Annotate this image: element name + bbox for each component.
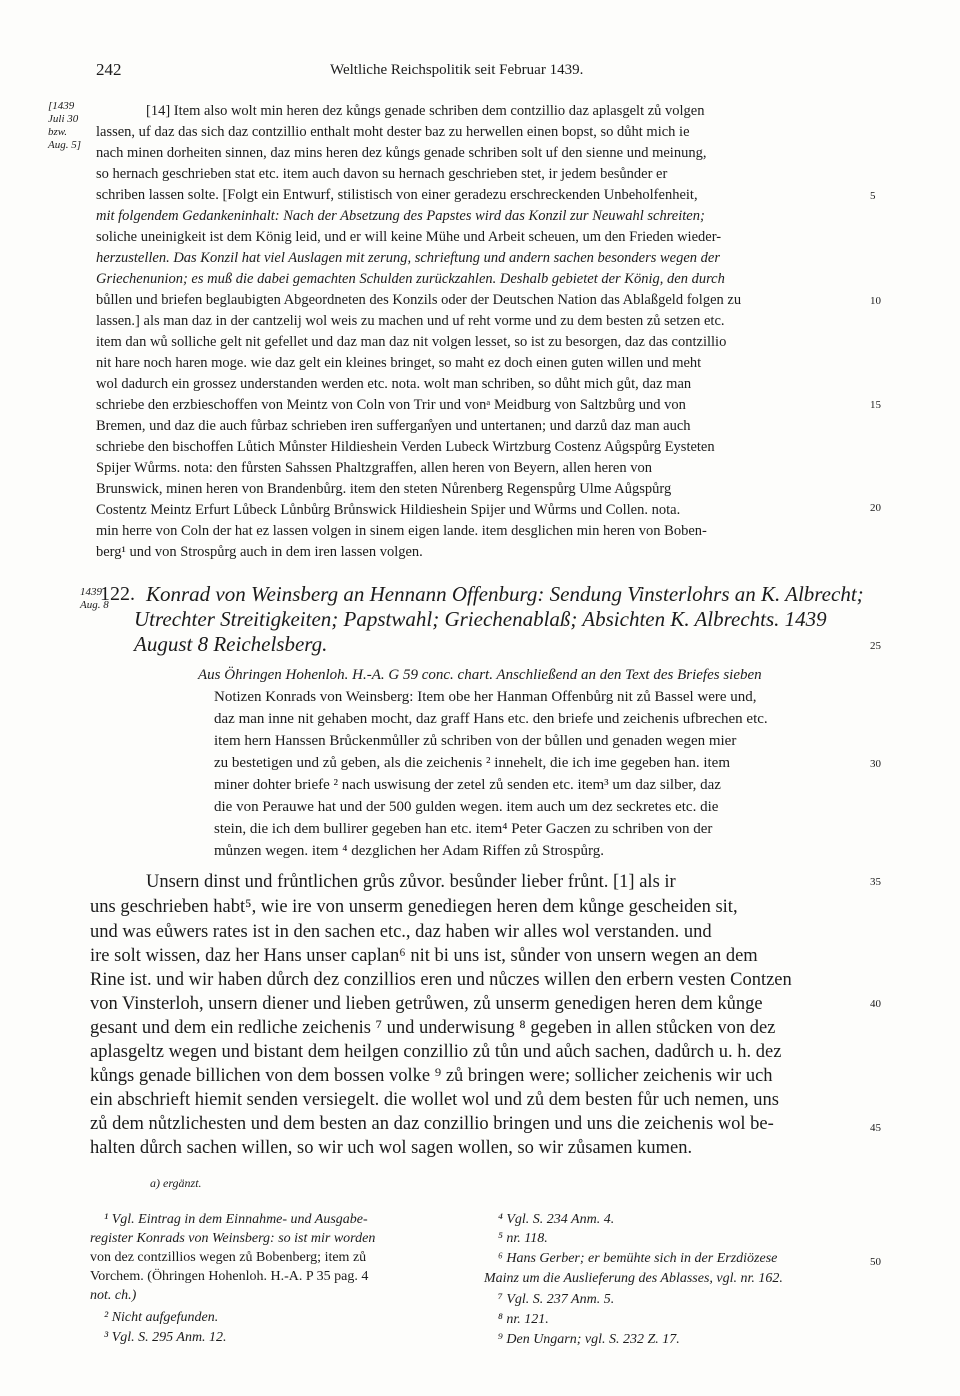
- footnote-line: register Konrads von Weinsberg: so ist mir worden: [90, 1231, 376, 1246]
- document-heading-line: August 8 Reichelsberg.: [134, 632, 328, 656]
- block1-line: [14] Item also wolt min heren dez kůngs genade schriben dem contzillio daz aplasgelt zů volgen: [146, 103, 705, 119]
- block1-line: schriebe den bischoffen Lůtich Můnster Hildieshein Verden Lubeck Wirtzburg Costenz Aůgspůrg Eysteten: [96, 439, 715, 455]
- footnote-line: ³ Vgl. S. 295 Anm. 12.: [104, 1330, 227, 1345]
- document-heading-line: Utrechter Streitigkeiten; Papstwahl; Griechenablaß; Absichten K. Albrechts. 1439: [134, 607, 827, 631]
- line-number-50: 50: [870, 1256, 881, 1268]
- margin-date-doc122: 1439 Aug. 8: [80, 586, 109, 611]
- source-note-line: item hern Hanssen Brůckenmůller zů schriben von der bůllen und genaden wegen mier: [214, 733, 737, 749]
- variant-note: a) ergänzt.: [150, 1176, 202, 1190]
- footnote-line: ⁷ Vgl. S. 237 Anm. 5.: [498, 1292, 615, 1307]
- letter-line: aplasgeltz wegen und bistant dem heilgen conzillio zů tůn und aůch sachen, dadůrch u. h. dez: [90, 1042, 782, 1062]
- line-number-5: 5: [870, 190, 876, 202]
- letter-line: Rine ist. und wir haben důrch dez conzillios eren und nůczes willen den erbern vesten Contzen: [90, 970, 792, 990]
- letter-line: Unsern dinst und frůntlichen grůs zůvor. besůnder lieber frůnt. [1] als ir: [146, 872, 676, 892]
- block1-line: herzustellen. Das Konzil hat viel Auslagen mit zerung, schrieftung und andern sachen besonders wegen der: [96, 250, 720, 266]
- footnote-line: Mainz um die Auslieferung des Ablasses, vgl. nr. 162.: [484, 1271, 783, 1286]
- letter-line: ire solt wissen, daz her Hans unser caplan⁶ nit bi uns ist, sůnder von unsern wegen an dem: [90, 946, 758, 966]
- block1-line: Brunswick, minen heren von Brandenbůrg. item den steten Nůrenberg Regenspůrg Ulme Aůgspůrg: [96, 481, 672, 497]
- footnote-line: ⁴ Vgl. S. 234 Anm. 4.: [498, 1212, 615, 1227]
- block1-line: min herre von Coln der hat ez lassen volgen in sinem eigen lande. item desglichen min heren von Boben-: [96, 523, 707, 539]
- line-number-40: 40: [870, 998, 881, 1010]
- letter-line: von Vinsterloh, unsern diener und lieben getrůwen, zů unserm genedigen heren dem kůnge: [90, 994, 763, 1014]
- source-note-line: die von Perauwe hat und der 500 gulden wegen. item auch um dez seckretes etc. die: [214, 799, 719, 815]
- line-number-30: 30: [870, 758, 881, 770]
- letter-line: und was eůwers rates ist in den sachen etc., daz haben wir alles wol verstanden. und: [90, 922, 712, 942]
- block1-line: nit hare noch haren moge. wie daz gelt ein kleines bringet, so maht ez doch einen guten willen und meht: [96, 355, 702, 371]
- block1-line: schriebe den erzbieschoffen von Meintz von Coln von Trir und vonᵃ Meidburg von Saltzbůrg und von: [96, 397, 686, 413]
- letter-line: uns geschrieben habt⁵, wie ire von unserm genediegen heren dem kůnge gescheiden sit,: [90, 897, 738, 917]
- block1-line: wol dadurch ein grossez understanden werden etc. nota. wolt man schriben, so důht mich gůt, daz man: [96, 376, 692, 392]
- block1-line: lassen.] als man daz in der cantzelij wol weis zu machen und uf reht vorme und zu dem besten zů setzen etc.: [96, 313, 725, 329]
- page-number: 242: [96, 60, 122, 79]
- footnote-line: ² Nicht aufgefunden.: [104, 1310, 219, 1325]
- block1-line: soliche uneinigkeit ist dem König leid, und er will keine Mühe und Arbeit scheuen, um den Frieden wieder-: [96, 229, 722, 245]
- document-heading-line: Konrad von Weinsberg an Hennann Offenburg: Sendung Vinsterlohrs an K. Albrecht;: [146, 582, 864, 606]
- source-note-line: daz man inne nit gehaben mocht, daz graff Hans etc. den briefe und zeichenis ufbrechen etc.: [214, 711, 768, 727]
- block1-line: bůllen und briefen beglaubigten Abgeordneten des Konzils oder der Deutschen Nation das Ablaßgeld folgen zu: [96, 292, 742, 308]
- line-number-10: 10: [870, 295, 881, 307]
- footnote-line: ¹ Vgl. Eintrag in dem Einnahme- und Ausgabe-: [104, 1212, 368, 1227]
- block1-line: Spijer Wůrms. nota: den fůrsten Sahssen Phaltzgraffen, allen heren von Beyern, allen heren von: [96, 460, 652, 476]
- source-note-line: miner dohter briefe ² nach uswisung der zetel zů senden etc. item³ um daz silber, daz: [214, 777, 721, 793]
- letter-line: gesant und dem ein redliche zeichenis ⁷ und underwisung ⁸ gegeben in allen stůcken von dez: [90, 1018, 776, 1038]
- block1-line: so hernach geschrieben stat etc. item auch davon su hernach geschrieben stet, ir jedem besůnder er: [96, 166, 668, 182]
- block1-line: Griechenunion; es muß die dabei gemachten Schulden zurückzahlen. Deshalb gebietet der König, den durch: [96, 271, 725, 287]
- line-number-20: 20: [870, 502, 881, 514]
- line-number-35: 35: [870, 876, 881, 888]
- letter-line: ein abschrieft hiemit senden versiegelt. die wollet wol und zů dem besten fůr uch nemen, uns: [90, 1090, 779, 1110]
- block1-line: item dan wů solliche gelt nit gefellet und daz man daz nit volgen lesset, so ist zu besorgen, daz das contzillio: [96, 334, 727, 350]
- footnote-line: not. ch.): [90, 1288, 137, 1303]
- block1-line: schriben lassen solte. [Folgt ein Entwurf, stilistisch von einer geradezu erschreckenden Unbeholfenheit,: [96, 187, 698, 203]
- margin-date-note: [1439 Juli 30 bzw. Aug. 5]: [48, 100, 81, 151]
- footnote-line: ⁸ nr. 121.: [498, 1312, 549, 1327]
- source-note-line: Aus Öhringen Hohenloh. H.-A. G 59 conc. chart. Anschließend an den Text des Briefes sieben: [198, 667, 762, 683]
- block1-line: lassen, uf daz das sich daz contzillio enthalt moht dester baz zu herwellen einen bopst, so důht mich ie: [96, 124, 690, 140]
- footnote-line: von dez contzillios wegen zů Bobenberg; item zů: [90, 1250, 367, 1265]
- block1-line: Bremen, und daz die auch fůrbaz schrieben iren suffergan̊yen und untertanen; und darzů daz man auch: [96, 418, 691, 434]
- footnote-line: Vorchem. (Öhringen Hohenloh. H.-A. P 35 pag. 4: [90, 1269, 369, 1284]
- letter-line: zů dem nůtzlichesten und dem besten an daz conzillio bringen und uns die zeichenis wol be-: [90, 1114, 774, 1134]
- block1-line: mit folgendem Gedankeninhalt: Nach der Absetzung des Papstes wird das Konzil zur Neuwahl schreiten;: [96, 208, 705, 224]
- letter-line: kůngs genade billichen von dem bossen volke ⁹ zů bringen were; sollicher zeichenis wir uch: [90, 1066, 773, 1086]
- source-note-line: můnzen wegen. item ⁴ dezglichen her Adam Riffen zů Strospůrg.: [214, 843, 604, 859]
- document-number: 122.: [100, 583, 135, 605]
- source-note-line: Notizen Konrads von Weinsberg: Item obe her Hanman Offenbůrg nit zů Bassel were und,: [214, 689, 757, 705]
- block1-line: Costentz Meintz Erfurt Lůbeck Lůnbůrg Brůnswick Hildieshein Spijer und Wůrms und Collen. nota.: [96, 502, 681, 518]
- source-note-line: zu bestetigen und zů geben, als die zeichenis ² innehelt, die ich ime gegeben han. item: [214, 755, 730, 771]
- letter-line: halten důrch sachen willen, so wir uch wol sagen wollen, so wir zůsamen kumen.: [90, 1138, 693, 1158]
- footnote-line: ⁹ Den Ungarn; vgl. S. 232 Z. 17.: [498, 1332, 680, 1347]
- line-number-25: 25: [870, 640, 881, 652]
- line-number-45: 45: [870, 1122, 881, 1134]
- line-number-15: 15: [870, 399, 881, 411]
- footnote-line: ⁵ nr. 118.: [498, 1231, 548, 1246]
- block1-line: nach minen dorheiten sinnen, daz mins heren dez kůngs genade schriben solt uf den sienne und meinung,: [96, 145, 707, 161]
- footnote-line: ⁶ Hans Gerber; er bemühte sich in der Erzdiözese: [498, 1251, 778, 1266]
- source-note-line: stein, die ich dem bullirer gegeben han etc. item⁴ Peter Gaczen zu schriben von der: [214, 821, 713, 837]
- block1-line: berg¹ und von Strospůrg auch in dem iren lassen volgen.: [96, 544, 423, 560]
- running-title: Weltliche Reichspolitik seit Februar 1439.: [330, 62, 584, 78]
